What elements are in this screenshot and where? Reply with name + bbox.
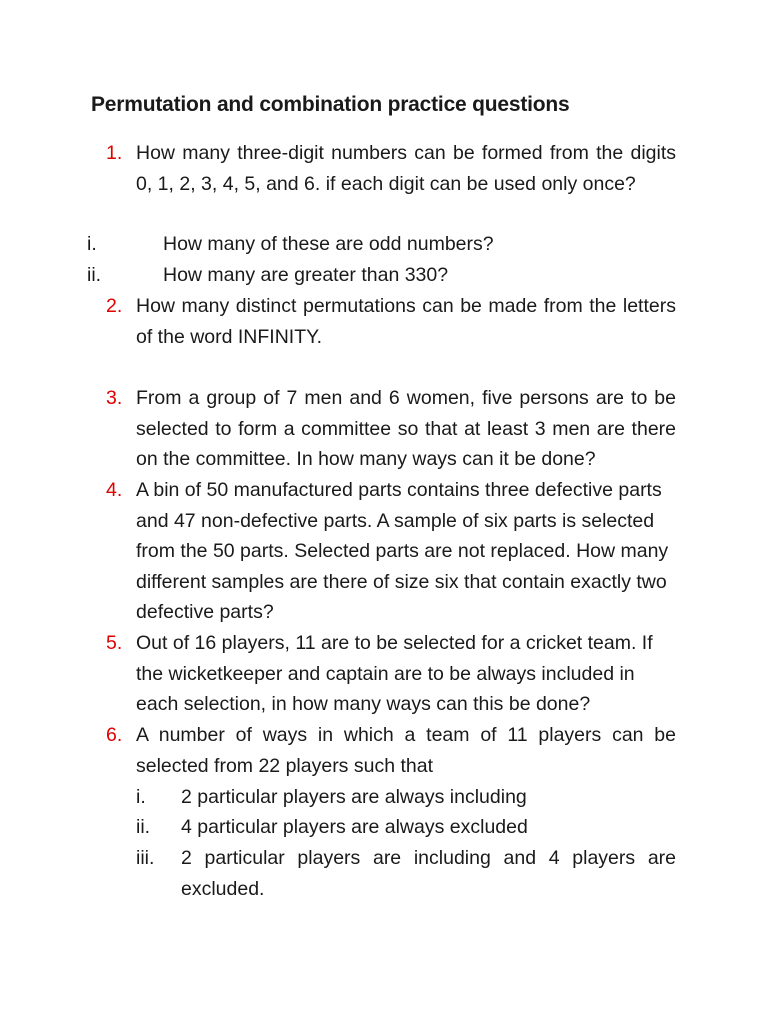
question-number: 2. — [106, 295, 123, 317]
sub-numeral: ii. — [87, 264, 102, 286]
question-text: A bin of 50 manufactured parts contains three defective parts and 47 non-defective parts. A sample of six parts is selected from the 50 parts. Selected parts are not replaced. How many different samples are there of size six that contain exactly two defective parts? — [136, 479, 669, 623]
sub-numeral: i. — [136, 786, 146, 808]
question-text: From a group of 7 men and 6 women, five persons are to be selected to form a committee so that at least 3 men are there on the committee. In how many ways can it be done? — [136, 387, 676, 470]
sub-numeral: iii. — [136, 847, 155, 869]
sub-numeral: ii. — [136, 816, 151, 838]
question-text: A number of ways in which a team of 11 players can be selected from 22 players such that — [136, 724, 676, 777]
sub-text: How many are greater than 330? — [163, 264, 449, 286]
question-number: 5. — [106, 632, 123, 654]
question-text: Out of 16 players, 11 are to be selected for a cricket team. If the wicketkeeper and captain are to be always included in each selection, in how many ways can this be done? — [136, 632, 653, 715]
question-text: How many three-digit numbers can be formed from the digits 0, 1, 2, 3, 4, 5, and 6. if each digit can be used only once? — [136, 142, 676, 195]
sub-text: 4 particular players are always excluded — [181, 816, 528, 838]
page-title: Permutation and combination practice questions — [91, 93, 570, 116]
question-text: How many distinct permutations can be made from the letters of the word INFINITY. — [136, 295, 676, 348]
question-number: 6. — [106, 724, 123, 746]
sub-numeral: i. — [87, 233, 97, 255]
question-number: 3. — [106, 387, 123, 409]
sub-text: How many of these are odd numbers? — [163, 233, 494, 255]
question-number: 4. — [106, 479, 123, 501]
sub-text: 2 particular players are always including — [181, 786, 527, 808]
question-number: 1. — [106, 142, 123, 164]
sub-text: 2 particular players are including and 4 players are excluded. — [181, 847, 676, 900]
